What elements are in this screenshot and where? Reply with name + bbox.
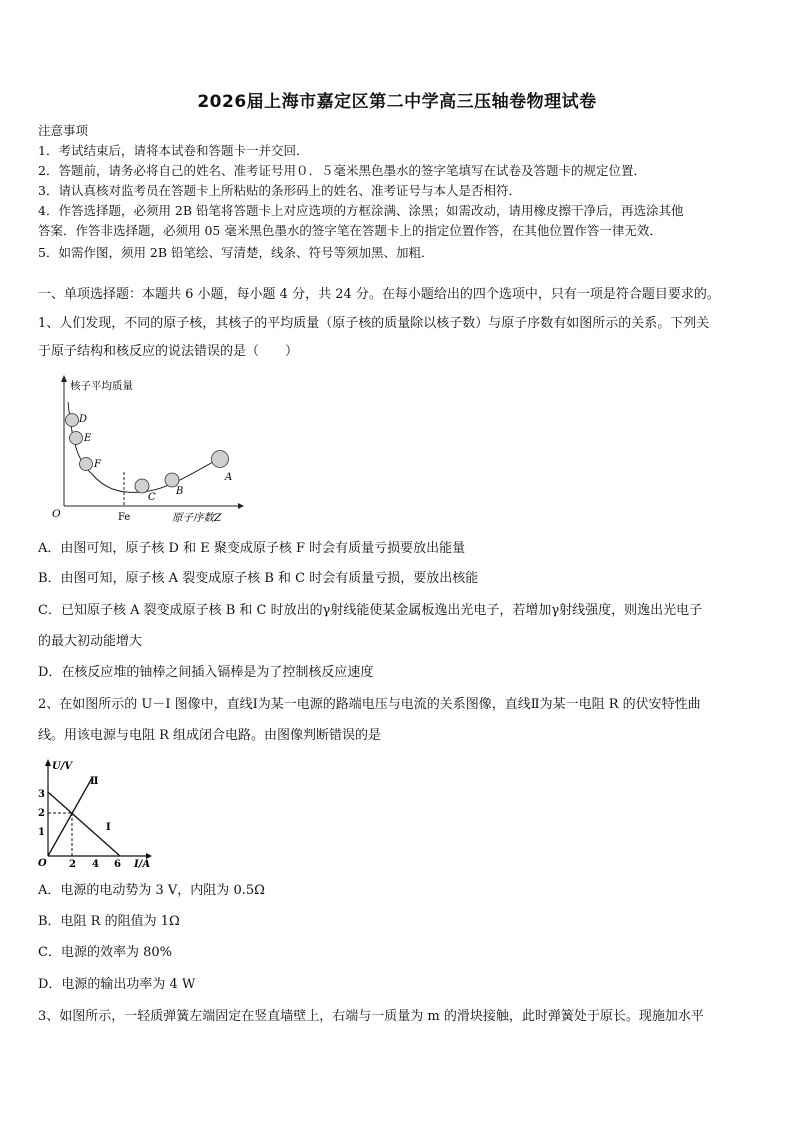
y-axis-arrow-icon bbox=[45, 759, 51, 766]
q3-stem: 3、如图所示，一轻质弹簧左端固定在竖直墙壁上，右端与一质量为 m 的滑块接触，此时弹簧处于原长。现施加水平 bbox=[38, 1009, 704, 1024]
q2-option-d: D．电源的输出功率为 4 W bbox=[38, 977, 196, 992]
q2-origin: O bbox=[38, 858, 47, 869]
ytick: 2 bbox=[38, 808, 45, 819]
line-i-label: Ⅰ bbox=[106, 822, 111, 833]
point-e bbox=[70, 432, 83, 445]
point-d bbox=[66, 414, 79, 427]
fe-label: Fe bbox=[118, 512, 131, 523]
point-a bbox=[212, 451, 229, 468]
xtick: 4 bbox=[92, 859, 99, 870]
q2-figure-u-i-graph bbox=[30, 756, 160, 872]
point-b bbox=[165, 473, 179, 487]
q1-ylabel: 核子平均质量 bbox=[70, 380, 133, 392]
notice-item: 3．请认真核对监考员在答题卡上所粘贴的条形码上的姓名、准考证号与本人是否相符． bbox=[38, 183, 521, 198]
q1-xlabel: 原子序数Z bbox=[172, 512, 222, 524]
q2-ylabel: U/V bbox=[52, 761, 73, 772]
point-e-label: E bbox=[84, 433, 92, 444]
line-ii-label: Ⅱ bbox=[90, 776, 99, 787]
notice-item: 5．如需作图，须用 2B 铅笔绘、写清楚，线条、符号等须加黑、加粗． bbox=[38, 245, 434, 260]
q2-stem: 2、在如图所示的 U－I 图像中，直线Ⅰ为某一电源的路端电压与电流的关系图像，直线Ⅱ为某一电阻 R 的伏安特性曲 bbox=[38, 697, 701, 712]
point-d-label: D bbox=[79, 414, 88, 425]
x-axis-arrow-icon bbox=[238, 503, 244, 509]
notice-item: 答案．作答非选择题，必须用 05 毫米黑色墨水的签字笔在答题卡上的指定位置作答，在其他位置作答一律无效． bbox=[38, 223, 662, 238]
point-a-label: A bbox=[225, 472, 233, 483]
y-axis-arrow-icon bbox=[61, 375, 67, 382]
xtick: 6 bbox=[114, 859, 121, 870]
line-ii-resistor bbox=[48, 778, 92, 856]
q2-option-c: C．电源的效率为 80% bbox=[38, 945, 172, 960]
xtick: 2 bbox=[69, 859, 76, 870]
section-heading: 一、单项选择题：本题共 6 小题，每小题 4 分，共 24 分。在每小题给出的四个选项中，只有一项是符合题目要求的。 bbox=[38, 287, 720, 302]
q2-stem: 线。用该电源与电阻 R 组成闭合电路。由图像判断错误的是 bbox=[38, 728, 382, 743]
notice-item: 1．考试结束后，请将本试卷和答题卡一并交回． bbox=[38, 143, 309, 158]
mass-curve bbox=[68, 402, 220, 492]
notice-heading: 注意事项 bbox=[38, 123, 89, 138]
q1-stem: 1、人们发现，不同的原子核，其核子的平均质量（原子核的质量除以核子数）与原子序数有如图所示的关系。下列关 bbox=[38, 316, 710, 331]
point-b-label: B bbox=[176, 486, 184, 497]
q1-option-c-cont: 的最大初动能增大 bbox=[38, 634, 143, 649]
point-c-label: C bbox=[148, 492, 156, 503]
point-f-label: F bbox=[94, 459, 101, 470]
q1-option-b: B．由图可知，原子核 A 裂变成原子核 B 和 C 时会有质量亏损，要放出核能 bbox=[38, 571, 479, 586]
q1-option-d: D．在核反应堆的铀棒之间插入镉棒是为了控制核反应速度 bbox=[38, 665, 374, 680]
point-c bbox=[135, 479, 149, 493]
q2-option-a: A．电源的电动势为 3 V，内阻为 0.5Ω bbox=[38, 883, 265, 898]
q1-option-a: A．由图可知，原子核 D 和 E 聚变成原子核 F 时会有质量亏损要放出能量 bbox=[38, 541, 466, 556]
notice-item: 2．答题前，请务必将自己的姓名、准考证号用０．５毫米黑色墨水的签字笔填写在试卷及答题卡的规定位置． bbox=[38, 163, 646, 178]
point-f bbox=[80, 458, 93, 471]
q1-option-c: C．已知原子核 A 裂变成原子核 B 和 C 时放出的γ射线能使某金属板逸出光电子，若增加γ射线强度，则逸出光电子 bbox=[38, 603, 703, 618]
page-title: 2026届上海市嘉定区第二中学高三压轴卷物理试卷 bbox=[197, 92, 597, 112]
ytick: 3 bbox=[38, 789, 45, 800]
q1-origin: O bbox=[52, 508, 61, 520]
q1-stem: 于原子结构和核反应的说法错误的是（ ） bbox=[38, 344, 299, 359]
q2-xlabel: I/A bbox=[134, 859, 151, 870]
notice-item: 4．作答选择题，必须用 2B 铅笔将答题卡上对应选项的方框涂满、涂黑；如需改动，请用橡皮擦干净后，再选涂其他 bbox=[38, 203, 684, 218]
q2-option-b: B．电阻 R 的阻值为 1Ω bbox=[38, 914, 180, 929]
q1-figure-nuclear-mass-curve bbox=[48, 372, 248, 528]
ytick: 1 bbox=[38, 827, 45, 838]
